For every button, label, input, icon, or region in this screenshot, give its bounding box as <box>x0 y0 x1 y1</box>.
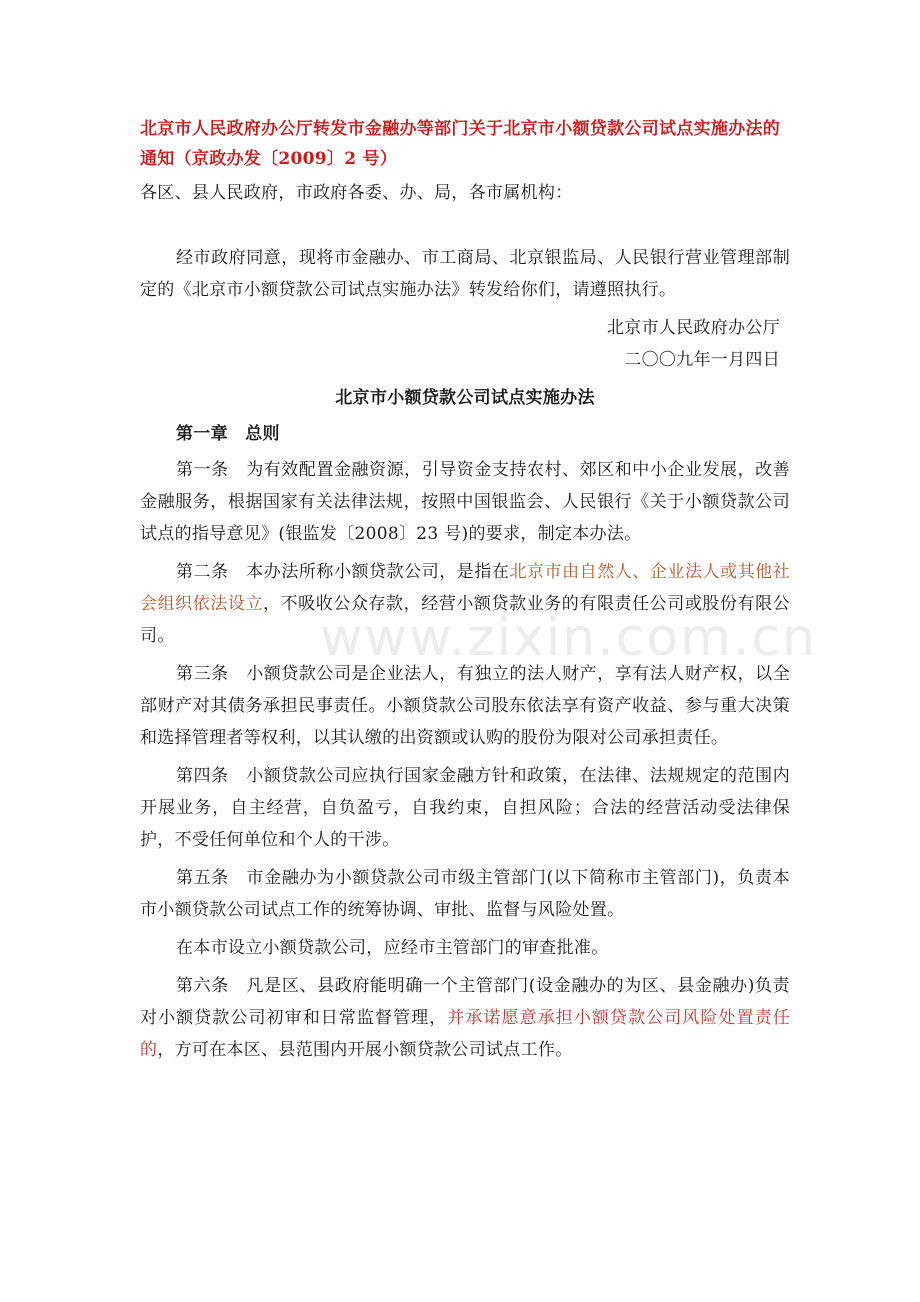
article-2-highlight: 北京市由自然人、企业法人或其他社会组织依法设立 <box>140 562 790 614</box>
article-5: 第五条 市金融办为小额贷款公司市级主管部门(以下简称市主管部门)，负责本市小额贷款公司试点工作的统筹协调、审批、监督与风险处置。 <box>140 868 790 920</box>
notice-title: 北京市人民政府办公厅转发市金融办等部门关于北京市小额贷款公司试点实施办法的通知（京政办发〔2009〕2 号） <box>140 119 781 169</box>
article-3: 第三条 小额贷款公司是企业法人，有独立的法人财产，享有法人财产权，以全部财产对其债务承担民事责任。小额贷款公司股东依法享有资产收益、参与重大决策和选择管理者等权利，以其认缴的出资额或认购的股份为限对公司承担责任。 <box>140 664 790 748</box>
notice-body: 经市政府同意，现将市金融办、市工商局、北京银监局、人民银行营业管理部制定的《北京市小额贷款公司试点实施办法》转发给你们，请遵照执行。 <box>140 248 790 300</box>
notice-issuer: 北京市人民政府办公厅 <box>607 318 780 338</box>
article-4: 第四条 小额贷款公司应执行国家金融方针和政策，在法律、法规规定的范围内开展业务，自主经营，自负盈亏，自我约束，自担风险；合法的经营活动受法律保护，不受任何单位和个人的干涉。 <box>140 766 790 850</box>
chapter-heading: 第一章 总则 <box>176 424 280 444</box>
article-5-supplement: 在本市设立小额贷款公司，应经市主管部门的审查批准。 <box>176 938 609 958</box>
article-1: 第一条 为有效配置金融资源，引导资金支持农村、郊区和中小企业发展，改善金融服务，根据国家有关法律法规，按照中国银监会、人民银行《关于小额贷款公司试点的指导意见》(银监发〔2008〕23 号)的要求，制定本办法。 <box>140 460 790 544</box>
measures-title: 北京市小额贷款公司试点实施办法 <box>335 388 595 408</box>
article-6-text: 第六条 凡是区、县政府能明确一个主管部门(设金融办的为区、县金融办)负责对小额贷款公司初审和日常监督管理， <box>140 976 790 1028</box>
document-body <box>140 114 790 1072</box>
article-6-highlight: 并承诺愿意承担小额贷款公司风险处置责任的 <box>140 1008 790 1060</box>
notice-addressee: 各区、县人民政府，市政府各委、办、局，各市属机构： <box>140 183 573 203</box>
article-6-text-end: ，方可在本区、县范围内开展小额贷款公司试点工作。 <box>157 1040 573 1060</box>
article-2 <box>140 556 790 652</box>
spacer <box>140 208 790 242</box>
article-2-text: 第二条 本办法所称小额贷款公司，是指在 <box>176 562 510 582</box>
watermark: www.zixin.com.cn <box>320 608 817 668</box>
article-2-text-end: ，不吸收公众存款，经营小额贷款业务的有限责任公司或股份有限公司。 <box>140 594 790 646</box>
article-6 <box>140 970 790 1066</box>
notice-date: 二〇〇九年一月四日 <box>624 350 780 370</box>
